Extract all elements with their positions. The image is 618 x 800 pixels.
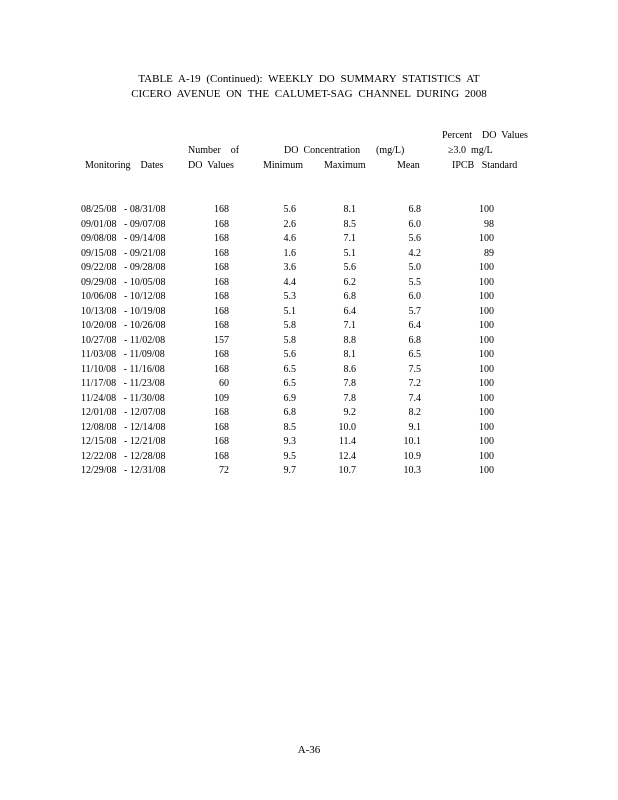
table-row [0,464,618,479]
header-number-line-1: Number of [188,145,240,156]
maximum-cell: 11.4 [338,436,356,447]
maximum-cell: 8.1 [343,349,356,360]
num-values-cell: 168 [214,436,229,447]
dates-cell: 12/01/08 - 12/07/08 [81,407,166,418]
minimum-cell: 1.6 [283,247,296,259]
mean-cell: 7.2 [408,378,421,389]
minimum-cell: 5.3 [283,291,296,302]
dates-cell: 09/08/08 - 09/14/08 [81,233,166,244]
mean-cell: 6.0 [408,291,421,302]
maximum-cell: 5.6 [343,262,356,273]
table-row [0,261,618,276]
mean-cell: 5.0 [408,262,421,273]
maximum-cell: 5.1 [343,247,356,259]
table-title [0,72,618,102]
num-values-cell: 60 [219,378,229,389]
mean-cell: 10.9 [403,450,421,462]
num-values-cell: 168 [214,233,229,244]
table-body [0,203,618,479]
table-row [0,406,618,421]
mean-cell: 10.3 [403,465,421,476]
percent-cell: 100 [479,465,494,476]
mean-cell: 6.8 [408,204,421,215]
minimum-cell: 6.8 [283,407,296,418]
table-row [0,232,618,247]
header-percent-line-3: IPCB Standard [452,160,518,171]
num-values-cell: 168 [214,320,229,331]
maximum-cell: 12.4 [338,450,356,462]
header-monitoring-dates: Monitoring Dates [85,160,164,171]
minimum-cell: 5.6 [283,349,296,360]
dates-cell: 11/17/08 - 11/23/08 [81,378,165,389]
dates-cell: 11/24/08 - 11/30/08 [81,392,165,404]
dates-cell: 10/27/08 - 11/02/08 [81,334,166,346]
num-values-cell: 72 [219,465,229,476]
table-row [0,450,618,465]
percent-cell: 98 [484,218,494,230]
minimum-cell: 5.8 [283,334,296,346]
minimum-cell: 8.5 [283,421,296,433]
table-row [0,421,618,436]
mean-cell: 6.4 [408,320,421,331]
mean-cell: 6.8 [408,334,421,346]
minimum-cell: 5.1 [283,305,296,317]
percent-cell: 100 [479,349,494,360]
percent-cell: 100 [479,276,494,288]
minimum-cell: 5.8 [283,320,296,331]
minimum-cell: 9.7 [283,465,296,476]
table-row [0,377,618,392]
mean-cell: 5.7 [408,305,421,317]
num-values-cell: 168 [214,450,229,462]
table-row [0,348,618,363]
table-row [0,305,618,320]
maximum-cell: 8.1 [343,204,356,215]
table-row [0,392,618,407]
maximum-cell: 10.7 [338,465,356,476]
page-number: A-36 [297,744,321,756]
maximum-cell: 7.8 [343,378,356,389]
mean-cell: 7.4 [408,392,421,404]
table-row [0,218,618,233]
mean-cell: 6.0 [408,218,421,230]
dates-cell: 12/15/08 - 12/21/08 [81,436,166,447]
dates-cell: 12/22/08 - 12/28/08 [81,450,166,462]
minimum-cell: 4.6 [283,233,296,244]
mean-cell: 5.6 [408,233,421,244]
table-row [0,319,618,334]
header-number-line-2: DO Values [188,160,234,171]
dates-cell: 09/01/08 - 09/07/08 [81,218,166,230]
minimum-cell: 2.6 [283,218,296,230]
percent-cell: 100 [479,334,494,346]
table-row [0,290,618,305]
dates-cell: 08/25/08 - 08/31/08 [81,204,166,215]
dates-cell: 10/13/08 - 10/19/08 [81,305,166,317]
dates-cell: 10/06/08 - 10/12/08 [81,291,166,302]
num-values-cell: 168 [214,218,229,230]
title-line-1: TABLE A-19 (Continued): WEEKLY DO SUMMARY STATISTICS AT [138,73,480,85]
percent-cell: 100 [479,450,494,462]
maximum-cell: 8.6 [343,363,356,375]
percent-cell: 100 [479,421,494,433]
mean-cell: 7.5 [408,363,421,375]
dates-cell: 10/20/08 - 10/26/08 [81,320,166,331]
table-row [0,203,618,218]
maximum-cell: 9.2 [343,407,356,418]
dates-cell: 09/29/08 - 10/05/08 [81,276,166,288]
maximum-cell: 7.1 [343,233,356,244]
maximum-cell: 8.5 [343,218,356,230]
minimum-cell: 6.9 [283,392,296,404]
minimum-cell: 6.5 [283,363,296,375]
dates-cell: 09/15/08 - 09/21/08 [81,247,166,259]
mean-cell: 9.1 [408,421,421,433]
num-values-cell: 168 [214,421,229,433]
percent-cell: 100 [479,392,494,404]
dates-cell: 11/03/08 - 11/09/08 [81,349,165,360]
percent-cell: 100 [479,436,494,447]
maximum-cell: 6.2 [343,276,356,288]
mean-cell: 5.5 [408,276,421,288]
table-row [0,334,618,349]
maximum-cell: 10.0 [338,421,356,433]
num-values-cell: 168 [214,305,229,317]
mean-cell: 10.1 [403,436,421,447]
num-values-cell: 168 [214,291,229,302]
maximum-cell: 6.4 [343,305,356,317]
title-line-2: CICERO AVENUE ON THE CALUMET-SAG CHANNEL DURING 2008 [131,88,487,100]
percent-cell: 100 [479,291,494,302]
percent-cell: 89 [484,247,494,259]
table-row [0,435,618,450]
header-do-concentration: DO Concentration [284,145,361,156]
num-values-cell: 168 [214,407,229,418]
minimum-cell: 9.3 [283,436,296,447]
dates-cell: 09/22/08 - 09/28/08 [81,262,166,273]
maximum-cell: 7.1 [343,320,356,331]
header-units: (mg/L) [376,145,405,156]
minimum-cell: 9.5 [283,450,296,462]
num-values-cell: 168 [214,262,229,273]
header-mean: Mean [397,160,420,171]
mean-cell: 4.2 [408,247,421,259]
num-values-cell: 168 [214,363,229,375]
percent-cell: 100 [479,305,494,317]
dates-cell: 12/29/08 - 12/31/08 [81,465,166,476]
num-values-cell: 168 [214,349,229,360]
minimum-cell: 3.6 [283,262,296,273]
percent-cell: 100 [479,378,494,389]
minimum-cell: 5.6 [283,204,296,215]
maximum-cell: 7.8 [343,392,356,404]
maximum-cell: 8.8 [343,334,356,346]
table-row [0,276,618,291]
dates-cell: 12/08/08 - 12/14/08 [81,421,166,433]
percent-cell: 100 [479,262,494,273]
mean-cell: 6.5 [408,349,421,360]
num-values-cell: 168 [214,247,229,259]
header-percent-line-1: Percent DO Values [442,130,528,141]
percent-cell: 100 [479,407,494,418]
percent-cell: 100 [479,204,494,215]
percent-cell: 100 [479,363,494,375]
minimum-cell: 4.4 [283,276,296,288]
header-maximum: Maximum [324,160,366,171]
header-percent-line-2: ≥3.0 mg/L [448,145,493,156]
percent-cell: 100 [479,320,494,331]
num-values-cell: 157 [214,334,229,346]
minimum-cell: 6.5 [283,378,296,389]
dates-cell: 11/10/08 - 11/16/08 [81,363,165,375]
num-values-cell: 109 [214,392,229,404]
mean-cell: 8.2 [408,407,421,418]
num-values-cell: 168 [214,204,229,215]
maximum-cell: 6.8 [343,291,356,302]
percent-cell: 100 [479,233,494,244]
header-minimum: Minimum [263,160,304,171]
table-row [0,247,618,262]
table-row [0,363,618,378]
num-values-cell: 168 [214,276,229,288]
